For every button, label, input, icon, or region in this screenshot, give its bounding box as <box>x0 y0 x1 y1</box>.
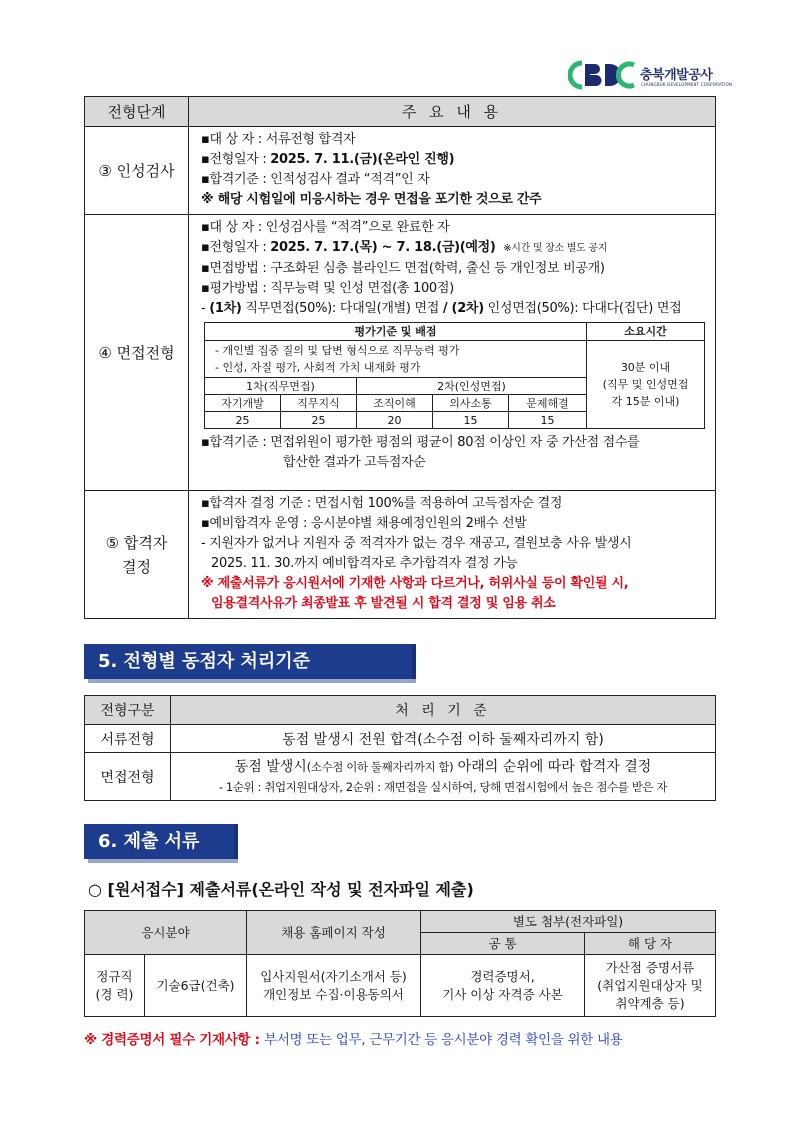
eval-header-time: 소요시간 <box>587 323 705 341</box>
stage5-line: ▪예비합격자 운영 : 응시분야별 채용예정인원의 2배수 선발 <box>201 516 527 531</box>
stage3-line: ▪대 상 자 : 서류전형 합격자 <box>201 132 356 147</box>
company-logo <box>568 58 733 94</box>
tie-header-rule: 처 리 기 준 <box>171 696 716 725</box>
section-6-heading: 6. 제출 서류 <box>84 824 234 859</box>
stage4-pass-criteria: ▪합격기준 : 면접위원이 평가한 평점의 평균이 80점 이상인 자 중 가산점 점수를 <box>201 435 640 450</box>
stage3-notice: ※ 해당 시험일에 미응시하는 경우 면접을 포기한 것으로 간주 <box>201 192 542 207</box>
doc-header-attach: 별도 첨부(전자파일) <box>421 911 716 933</box>
doc-common-items: 경력증명서, 기사 이상 자격증 사본 <box>421 955 585 1017</box>
stage3-content <box>189 127 716 215</box>
doc-header-common: 공 통 <box>421 933 585 955</box>
eval-score: 15 <box>509 412 587 429</box>
stage4-evaluation: ▪평가방법 : 직무능력 및 인성 면접(총 100점) <box>201 281 454 296</box>
eval-item: 의사소통 <box>433 395 509 412</box>
career-certificate-footnote: ※ 경력증명서 필수 기재사항 : 부서명 또는 업무, 근무기간 등 응시분야 경력 확인을 위한 내용 <box>84 1032 623 1048</box>
doc-employment-type: 정규직 (경 력) <box>85 955 145 1017</box>
cbdc-logo-icon <box>568 60 638 90</box>
tie-rule: 동점 발생시 전원 합격(소수점 이하 둘째자리까지 함) <box>171 725 716 753</box>
stage4-method: ▪면접방법 : 구조화된 심층 블라인드 면접(학력, 출신 등 개인정보 비공개) <box>201 261 605 276</box>
evaluation-criteria-table <box>204 322 705 429</box>
eval-score: 20 <box>357 412 433 429</box>
stage-personality-test: ③ 인성검사 <box>85 127 189 215</box>
doc-applicable-items: 가산점 증명서류 (취업지원대상자 및 취약계층 등) <box>585 955 716 1017</box>
tie-type: 면접전형 <box>85 753 171 801</box>
eval-score: 25 <box>205 412 281 429</box>
eval-header-criteria: 평가기준 및 배점 <box>205 323 587 341</box>
stage5-warning: ※ 제출서류가 응시원서에 기재한 사항과 다르거나, 허위사실 등이 확인될 시, <box>201 576 629 591</box>
tie-header-type: 전형구분 <box>85 696 171 725</box>
stage-interview: ④ 면접전형 <box>85 215 189 491</box>
documents-subtitle: ○ [원서접수] 제출서류(온라인 작성 및 전자파일 제출) <box>88 880 474 899</box>
eval-item: 문제해결 <box>509 395 587 412</box>
tie-rule: 동점 발생시(소수점 이하 둘째자리까지 함) 아래의 순위에 따라 합격자 결정 - 1순위 : 취업지원대상자, 2순위 : 재면접을 실시하여, 당해 면접시험에서 높은 점수를 받은 자 <box>171 753 716 801</box>
doc-header-applicable: 해 당 자 <box>585 933 716 955</box>
eval-item: 자기개발 <box>205 395 281 412</box>
doc-header-field: 응시분야 <box>85 911 247 955</box>
eval-score: 15 <box>433 412 509 429</box>
submission-documents-table <box>84 910 716 1017</box>
eval-round2: 2차(인성면접) <box>357 378 587 395</box>
logo-name: 충북개발공사 <box>640 68 713 83</box>
stage4-pass-criteria-cont: 합산한 결과가 고득점자순 <box>283 455 426 470</box>
section-5-heading: 5. 전형별 동점자 처리기준 <box>84 644 412 679</box>
logo-subtitle: CHUNGBUK DEVELOPMENT CORPORATION <box>641 82 733 87</box>
header-content: 주 요 내 용 <box>189 97 716 127</box>
eval-item: 직무지식 <box>281 395 357 412</box>
eval-item: 조직이해 <box>357 395 433 412</box>
stage3-line: ▪전형일자 : 2025. 7. 11.(금)(온라인 진행) <box>201 152 455 167</box>
eval-duration: 30분 이내 (직무 및 인성면접 각 15분 이내) <box>587 341 705 429</box>
tie-breaker-table <box>84 695 716 801</box>
stage4-content <box>189 215 716 491</box>
eval-round1: 1차(직무면접) <box>205 378 357 395</box>
doc-homepage-items: 입사지원서(자기소개서 등) 개인정보 수집·이용동의서 <box>247 955 421 1017</box>
stage5-warning: 임용결격사유가 최종발표 후 발견될 시 합격 결정 및 임용 취소 <box>211 596 556 611</box>
stage5-line: ▪합격자 결정 기준 : 면접시험 100%를 적용하여 고득점자순 결정 <box>201 496 563 511</box>
eval-description: - 개인별 집중 질의 및 답변 형식으로 직무능력 평가 - 인성, 자질 평가, 사회적 가치 내재화 평가 <box>205 341 587 378</box>
stage5-line: - 지원자가 없거나 지원자 중 적격자가 없는 경우 재공고, 결원보충 사유 발생시 <box>201 536 632 551</box>
stage-final-decision: ⑤ 합격자 결정 <box>85 491 189 619</box>
stage4-date: ▪전형일자 : 2025. 7. 17.(목) ~ 7. 18.(금)(예정) ※시간 및 장소 별도 공지 <box>201 240 608 255</box>
doc-header-homepage: 채용 홈페이지 작성 <box>247 911 421 955</box>
stage5-content <box>189 491 716 619</box>
stage5-line: 2025. 11. 30.까지 예비합격자로 추가합격자 결정 가능 <box>211 556 518 571</box>
doc-grade: 기술6급(건축) <box>145 955 247 1017</box>
stage4-rounds: - (1차) 직무면접(50%): 다대일(개별) 면접 / (2차) 인성면접(50%): 다대다(집단) 면접 <box>201 301 682 316</box>
header-stage: 전형단계 <box>85 97 189 127</box>
selection-process-table <box>84 96 716 619</box>
stage4-target: ▪대 상 자 : 인성검사를 “적격”으로 완료한 자 <box>201 220 450 235</box>
eval-score: 25 <box>281 412 357 429</box>
stage3-line: ▪합격기준 : 인적성검사 결과 “적격”인 자 <box>201 172 430 187</box>
tie-type: 서류전형 <box>85 725 171 753</box>
